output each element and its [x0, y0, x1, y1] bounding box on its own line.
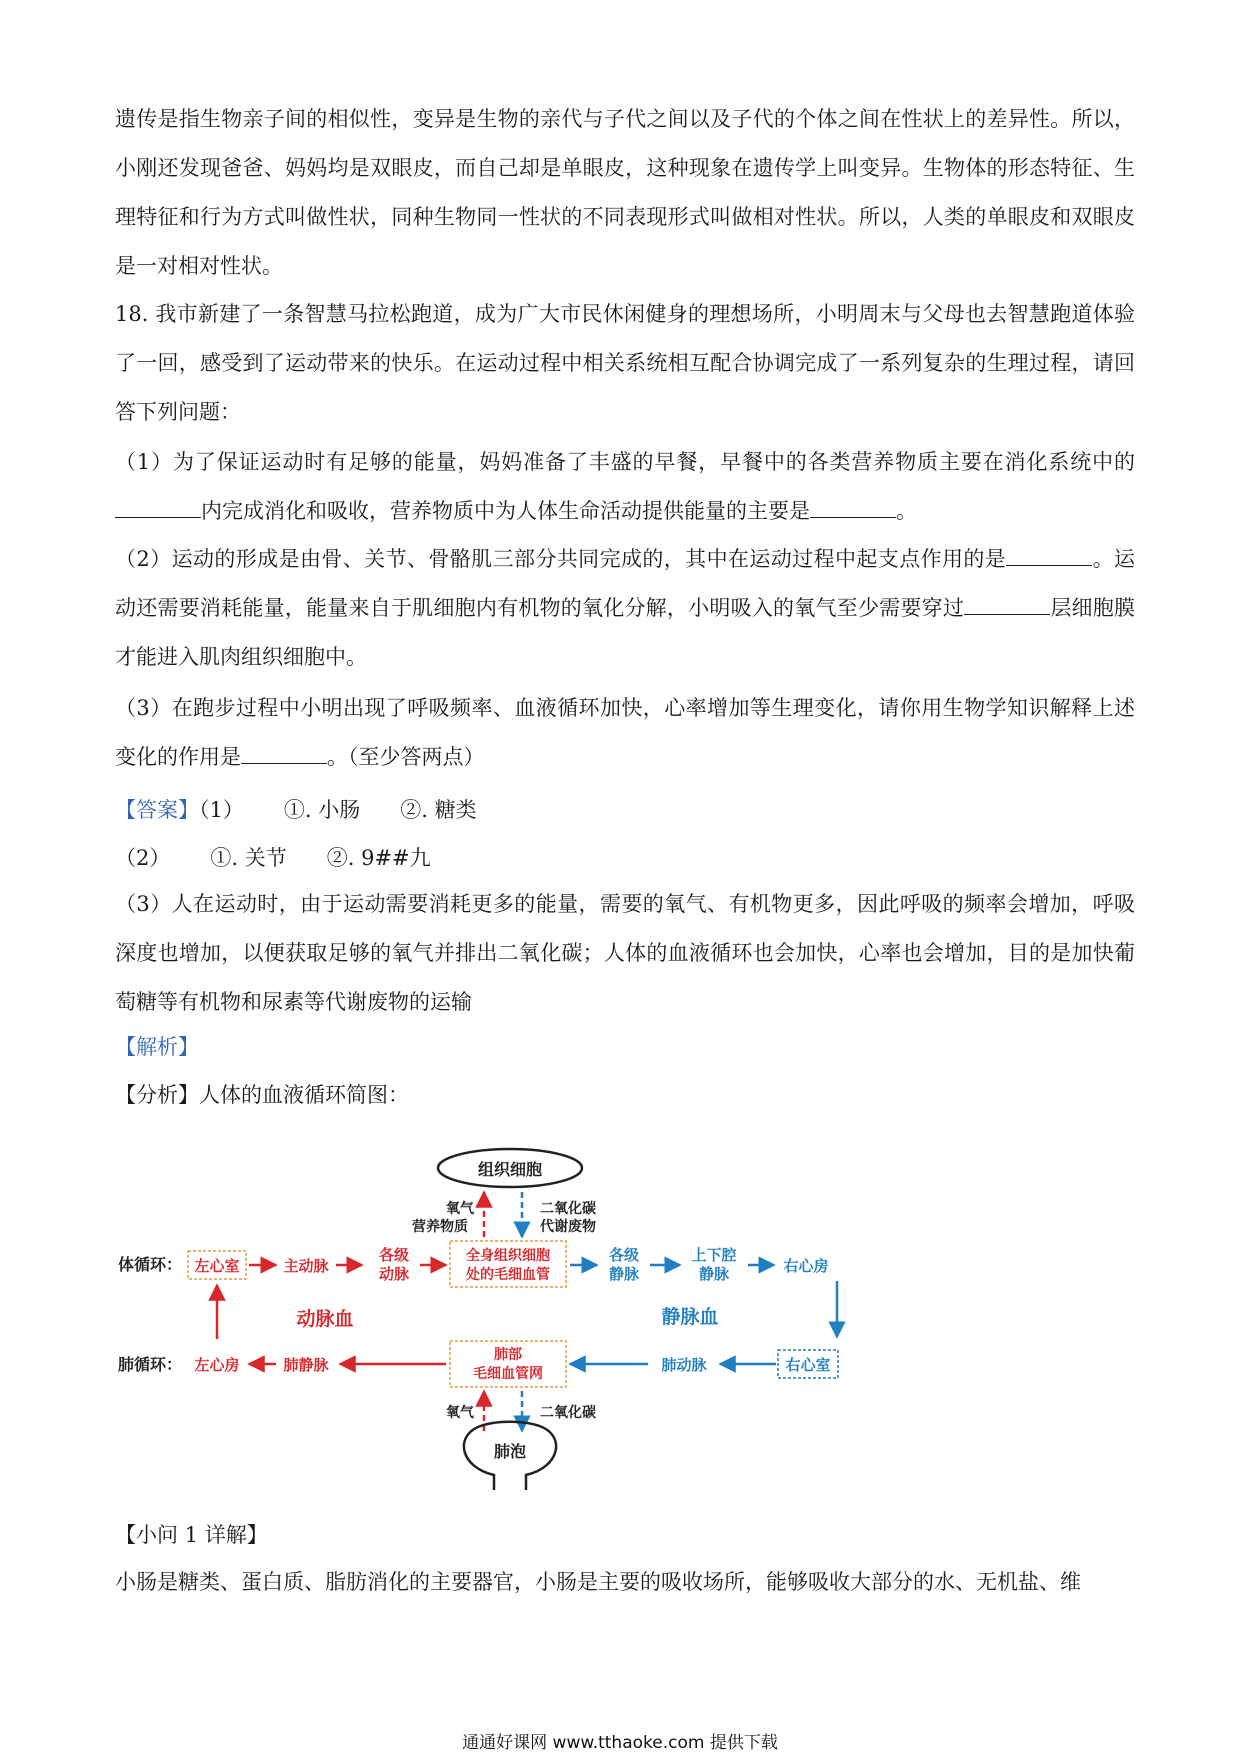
- q1-text-b: 内完成消化和吸收，营养物质中为人体生命活动提供能量的主要是: [201, 499, 810, 523]
- answer-1-num: （1）: [199, 798, 244, 822]
- body-capillary-label-1: 全身组织细胞: [466, 1248, 550, 1264]
- page-footer: 通通好课网 www.tthaoke.com 提供下载: [462, 1733, 778, 1753]
- aorta-label: 主动脉: [283, 1257, 329, 1275]
- answer-1-part-2: ②. 糖类: [400, 798, 477, 822]
- vena-cava-label-1: 上下腔: [691, 1246, 737, 1264]
- pulmonary-label: 肺循环：: [117, 1355, 183, 1374]
- analysis-tag: [115, 1032, 199, 1062]
- q3-blank: [241, 745, 327, 764]
- lung-capillary-label-1: 肺部: [494, 1347, 522, 1363]
- right-ventricle-label: 右心室: [785, 1356, 831, 1374]
- q2-text-a: （2）运动的形成是由骨、关节、骨骼肌三部分共同完成的，其中在运动过程中起支点作用的是: [115, 547, 1007, 571]
- q1-blank-2: [810, 499, 896, 518]
- arteries-label-2: 动脉: [378, 1265, 410, 1283]
- co2-top-label: 二氧化碳: [540, 1201, 596, 1217]
- answer-3: （3）人在运动时，由于运动需要消耗更多的能量，需要的氧气、有机物更多，因此呼吸的频率会增加，呼吸深度也增加，以便获取足够的氧气并排出二氧化碳；人体的血液循环也会加快，心率也会增加，目的是加快葡萄糖等有机物和尿素等代谢废物的运输: [115, 892, 1135, 1014]
- nutrients-label: 营养物质: [412, 1219, 468, 1235]
- left-atrium-label: 左心房: [194, 1356, 240, 1374]
- q2-text-c: 层细胞膜才能进入肌肉组织细胞中。: [115, 596, 1136, 669]
- q1-text-a: （1）为了保证运动时有足够的能量，妈妈准备了丰盛的早餐，早餐中的各类营养物质主要在消化系统中的: [115, 450, 1135, 474]
- answer-1: [115, 795, 477, 825]
- answer-1-part-1: ①. 小肠: [283, 798, 361, 822]
- arteries-label-1: 各级: [378, 1246, 410, 1264]
- detail-text: 小肠是糖类、蛋白质、脂肪消化的主要器官，小肠是主要的吸收场所，能够吸收大部分的水、无机盐、维: [115, 1570, 1081, 1594]
- answer-2-part-1: ①. 关节: [210, 846, 287, 870]
- veins-label-1: 各级: [608, 1246, 640, 1264]
- q3-text-b: 。（至少答两点）: [327, 745, 485, 769]
- q1-blank-1: [115, 499, 201, 518]
- intro-paragraph: 遗传是指生物亲子间的相似性，变异是生物的亲代与子代之间以及子代的个体之间在性状上的差异性。所以，小刚还发现爸爸、妈妈均是双眼皮，而自己却是单眼皮，这种现象在遗传学上叫变异。生物体的形态特征、生理特征和行为方式叫做性状，同种生物同一性状的不同表现形式叫做相对性状。所以，人类的单眼皮和双眼皮是一对相对性状。: [115, 107, 1135, 278]
- q2-blank-1: [1006, 547, 1092, 566]
- body-capillary-label-2: 处的毛细血管: [466, 1267, 550, 1283]
- vena-cava-label-2: 静脉: [698, 1265, 730, 1283]
- blood-circulation-diagram: [110, 1145, 910, 1490]
- pulmonary-artery-label: 肺动脉: [661, 1356, 707, 1374]
- lung-capillary-label-2: 毛细血管网: [473, 1366, 543, 1382]
- question-1: [115, 438, 1135, 536]
- question-stem: 18. 我市新建了一条智慧马拉松跑道，成为广大市民休闲健身的理想场所，小明周末与父母也去智慧跑道体验了一回，感受到了运动带来的快乐。在运动过程中相关系统相互配合协调完成了一系列复杂的生理过程，请回答下列问题：: [115, 302, 1135, 424]
- answer-2-part-2: ②. 9##九: [326, 846, 431, 870]
- systemic-label: 体循环：: [117, 1255, 183, 1274]
- question-2: [115, 535, 1135, 682]
- q3-text-a: （3）在跑步过程中小明出现了呼吸频率、血液循环加快，心率增加等生理变化，请你用生物学知识解释上述变化的作用是: [115, 696, 1135, 769]
- alveolus-label: 肺泡: [493, 1442, 527, 1461]
- analysis-tag-text: 【解析】: [115, 1035, 199, 1059]
- tissue-cell-label: 组织细胞: [477, 1160, 543, 1179]
- oxygen-top-label: 氧气: [446, 1201, 474, 1217]
- pulmonary-vein-label: 肺静脉: [283, 1356, 329, 1374]
- veins-label-2: 静脉: [608, 1265, 640, 1283]
- oxygen-bottom-label: 氧气: [446, 1405, 474, 1421]
- answer-2-num: （2）: [115, 846, 171, 870]
- right-atrium-label: 右心房: [783, 1257, 829, 1275]
- q2-text-b: 。运动还需要消耗能量，能量来自于肌细胞内有机物的氧化分解，小明吸入的氧气至少需要穿过: [115, 547, 1136, 620]
- answer-2: [115, 843, 431, 873]
- venous-blood-label: 静脉血: [661, 1306, 719, 1328]
- co2-bottom-label: 二氧化碳: [540, 1405, 596, 1421]
- answer-tag: 【答案】: [115, 798, 199, 822]
- q2-blank-2: [964, 596, 1050, 615]
- waste-label: 代谢废物: [540, 1219, 596, 1235]
- analysis-intro: 【分析】人体的血液循环简图：: [115, 1083, 409, 1107]
- arterial-blood-label: 动脉血: [296, 1308, 354, 1330]
- detail-heading: 【小问 1 详解】: [115, 1523, 268, 1547]
- question-3: [115, 684, 1135, 782]
- left-ventricle-label: 左心室: [194, 1257, 240, 1275]
- q1-end: 。: [896, 499, 917, 523]
